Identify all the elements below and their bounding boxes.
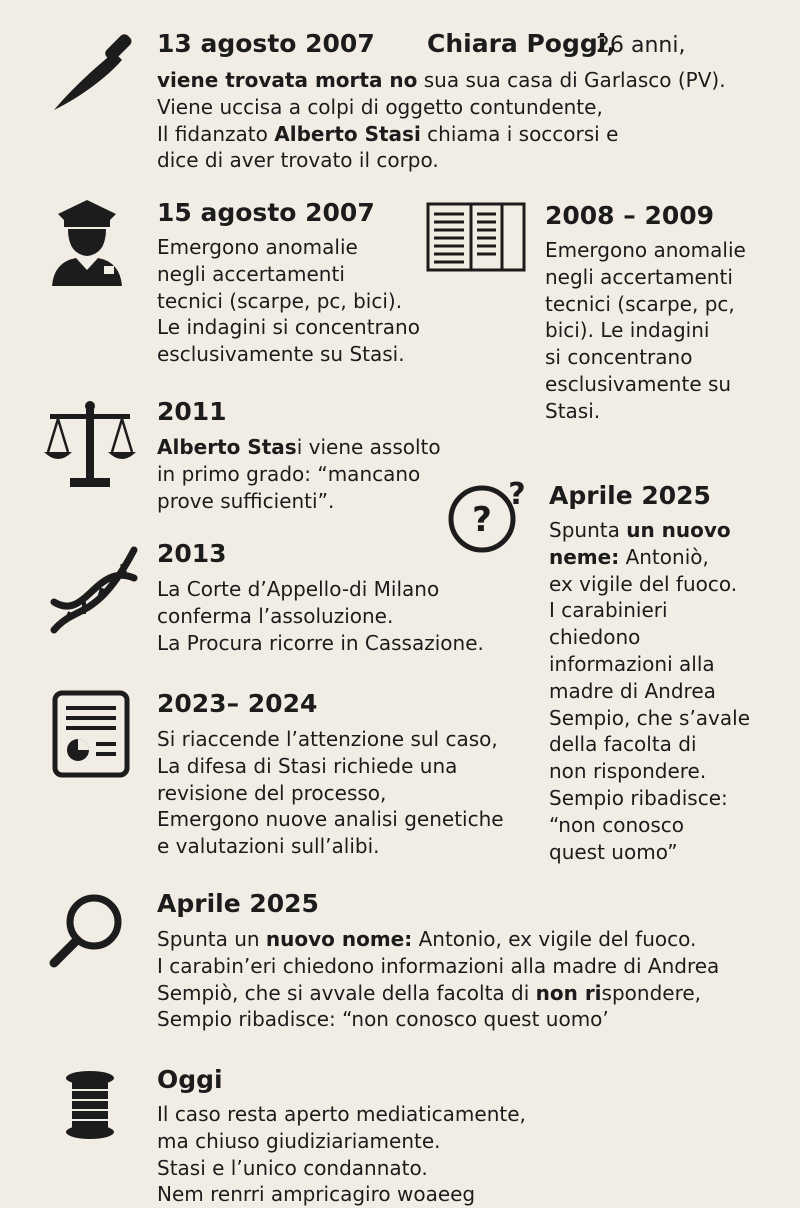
text-segment: conferma l’assoluzione. xyxy=(157,603,394,628)
text-line xyxy=(157,926,719,953)
text-line xyxy=(549,678,750,705)
text-segment: chiama i soccorsi e xyxy=(420,121,619,146)
entry-text-2011 xyxy=(157,434,441,514)
text-segment: negli accertamenti xyxy=(545,264,733,289)
text-line xyxy=(157,341,420,368)
text-segment: Antonio, ex vigile del fuoco. xyxy=(412,927,697,951)
text-line xyxy=(545,237,746,264)
dna-icon xyxy=(46,542,142,638)
text-segment: I carabin’eri chiedono informazioni alla madre di Andrea xyxy=(157,953,720,978)
text-line xyxy=(549,731,750,758)
text-line xyxy=(157,314,420,341)
text-segment: Emergono anomalie xyxy=(157,235,358,259)
text-segment: Stasi. xyxy=(545,398,601,423)
text-line xyxy=(545,371,746,398)
svg-text:?: ? xyxy=(472,500,492,540)
entry-date-2007-08-13: 13 agosto 2007 xyxy=(157,29,375,58)
text-line xyxy=(549,517,750,544)
text-line xyxy=(545,317,746,344)
text-segment: ex vigile del fuoco. xyxy=(549,571,738,596)
text-line xyxy=(157,147,726,174)
entry-date-2008-2009: 2008 – 2009 xyxy=(545,201,715,230)
text-segment: ma chiuso giudiziariamente. xyxy=(157,1128,441,1153)
text-line xyxy=(549,571,750,598)
text-line xyxy=(545,291,746,318)
text-segment: Si riaccende l’attenzione sul caso, xyxy=(157,727,498,751)
entry-date-2007-08-15: 15 agosto 2007 xyxy=(157,198,375,227)
text-segment: Nem renrri ampricagiro woaeeg xyxy=(157,1182,476,1207)
text-segment: Viene uccisa a colpi di oggetto contundente, xyxy=(157,94,603,119)
entry-text-aprile-2025 xyxy=(157,926,719,1033)
text-line xyxy=(549,758,750,785)
text-line xyxy=(157,67,726,94)
bold-text-segment: non ri xyxy=(535,980,602,1005)
text-line xyxy=(157,234,420,261)
text-segment: chiedono xyxy=(549,625,641,650)
entry-text-2023-2024 xyxy=(157,726,504,860)
knife-icon xyxy=(48,26,140,118)
text-segment: Emergono anomalie xyxy=(545,238,746,262)
text-line xyxy=(549,597,750,624)
text-line xyxy=(549,651,750,678)
text-segment: spondere, xyxy=(601,980,702,1005)
text-segment: i viene assolto xyxy=(296,435,441,459)
entry-text-2013 xyxy=(157,576,484,656)
text-segment: della facolta di xyxy=(549,732,697,757)
text-line xyxy=(157,288,420,315)
magnifying-glass-icon xyxy=(48,890,128,970)
text-line xyxy=(157,980,719,1007)
text-segment: Spunta xyxy=(549,518,627,542)
bold-text-segment: Alberto Stasi xyxy=(274,121,421,146)
text-segment: esclusivamente su Stasi. xyxy=(157,342,405,367)
text-segment: Sempiò, che si avvale della facolta di xyxy=(157,980,536,1005)
text-segment: Il caso resta aperto mediaticamente, xyxy=(157,1102,526,1126)
text-segment: Sempio ribadisce: xyxy=(549,785,728,810)
entry-text-2007-08-15 xyxy=(157,234,420,368)
text-line xyxy=(157,833,504,860)
text-line xyxy=(157,461,441,488)
text-line xyxy=(549,812,750,839)
text-segment: quest uomo” xyxy=(549,839,678,864)
text-line xyxy=(157,603,484,630)
text-line xyxy=(157,780,504,807)
text-segment: Le indagini si concentrano xyxy=(157,315,420,340)
case-file-icon xyxy=(426,202,526,272)
bold-text-segment: nuovo nome: xyxy=(265,927,413,951)
text-segment: informazioni alla xyxy=(549,651,715,676)
entry-text-aprile-2025-right xyxy=(549,517,750,865)
text-segment: non rispondere. xyxy=(549,759,707,784)
text-line xyxy=(157,1181,526,1208)
text-segment: La difesa di Stasi richiede una xyxy=(157,753,458,778)
text-line xyxy=(549,544,750,571)
text-line xyxy=(157,261,420,288)
text-line xyxy=(157,1101,526,1128)
text-segment: e valutazioni sull’alibi. xyxy=(157,834,380,859)
text-segment: Emergono nuove analisi genetiche xyxy=(157,807,504,832)
entry-text-2007-08-13 xyxy=(157,67,726,174)
spool-icon xyxy=(62,1070,118,1140)
text-line xyxy=(549,705,750,732)
text-segment: bici). Le indagini xyxy=(545,318,710,343)
text-line xyxy=(157,434,441,461)
bold-text-segment: viene trovata morta no xyxy=(157,68,418,92)
text-segment: “non conosco xyxy=(549,812,685,837)
text-line xyxy=(157,630,484,657)
scales-of-justice-icon xyxy=(44,400,136,490)
text-segment: Stasi e l’unico condannato. xyxy=(157,1155,428,1180)
entry-date-aprile-2025: Aprile 2025 xyxy=(157,889,319,918)
report-document-icon xyxy=(52,690,130,778)
police-officer-icon xyxy=(50,196,124,288)
text-line xyxy=(549,624,750,651)
text-line xyxy=(157,94,726,121)
text-segment: in primo grado: “mancano xyxy=(157,461,421,486)
question-mark-icon xyxy=(446,478,532,554)
text-segment: Spunta un xyxy=(157,927,266,951)
entry-text-oggi xyxy=(157,1101,526,1208)
text-line xyxy=(157,576,484,603)
entry-date-2013: 2013 xyxy=(157,539,227,568)
bold-text-segment: Alberto Stas xyxy=(157,435,297,459)
text-segment: Il fidanzato xyxy=(157,121,275,146)
text-line xyxy=(157,488,441,515)
text-segment: tecnici (scarpe, pc, xyxy=(545,291,735,316)
text-segment: tecnici (scarpe, pc, bici). xyxy=(157,288,403,313)
text-segment: Antoniò, xyxy=(619,544,709,569)
text-segment: negli accertamenti xyxy=(157,261,345,286)
bold-text-segment: un nuovo xyxy=(626,518,731,542)
text-segment: esclusivamente su xyxy=(545,371,732,396)
entry-date-oggi: Oggi xyxy=(157,1065,223,1094)
text-line xyxy=(549,785,750,812)
text-segment: La Procura ricorre in Cassazione. xyxy=(157,630,484,655)
text-line xyxy=(157,753,504,780)
text-segment: sua sua casa di Garlasco (PV). xyxy=(417,68,726,92)
text-line xyxy=(157,726,504,753)
text-line xyxy=(157,1155,526,1182)
text-line xyxy=(157,806,504,833)
text-segment: dice di aver trovato il corpo. xyxy=(157,148,439,173)
victim-age: 26 anni, xyxy=(596,33,686,58)
svg-text:?: ? xyxy=(508,478,526,512)
text-segment: madre di Andrea xyxy=(549,678,716,703)
text-segment: prove sufficienti”. xyxy=(157,488,335,513)
text-segment: si concentrano xyxy=(545,345,693,370)
text-line xyxy=(157,1006,719,1033)
victim-name: Chiara Poggi, xyxy=(427,29,616,58)
bold-text-segment: neme: xyxy=(549,544,620,569)
entry-date-2011: 2011 xyxy=(157,397,227,426)
text-segment: Sempio, che s’avale xyxy=(549,705,751,730)
text-line xyxy=(549,839,750,866)
text-line xyxy=(157,121,726,148)
text-line xyxy=(157,953,719,980)
text-segment: La Corte d’Appello-di Milano xyxy=(157,577,440,601)
text-segment: revisione del processo, xyxy=(157,780,387,805)
text-line xyxy=(545,398,746,425)
text-segment: Sempio ribadisce: “non conosco quest uomo’ xyxy=(157,1007,609,1032)
entry-date-aprile-2025-right: Aprile 2025 xyxy=(549,481,711,510)
text-line xyxy=(545,264,746,291)
text-line xyxy=(545,344,746,371)
text-line xyxy=(157,1128,526,1155)
entry-date-2023-2024: 2023– 2024 xyxy=(157,689,318,718)
text-segment: I carabinieri xyxy=(549,598,668,623)
entry-text-2008-2009 xyxy=(545,237,746,425)
